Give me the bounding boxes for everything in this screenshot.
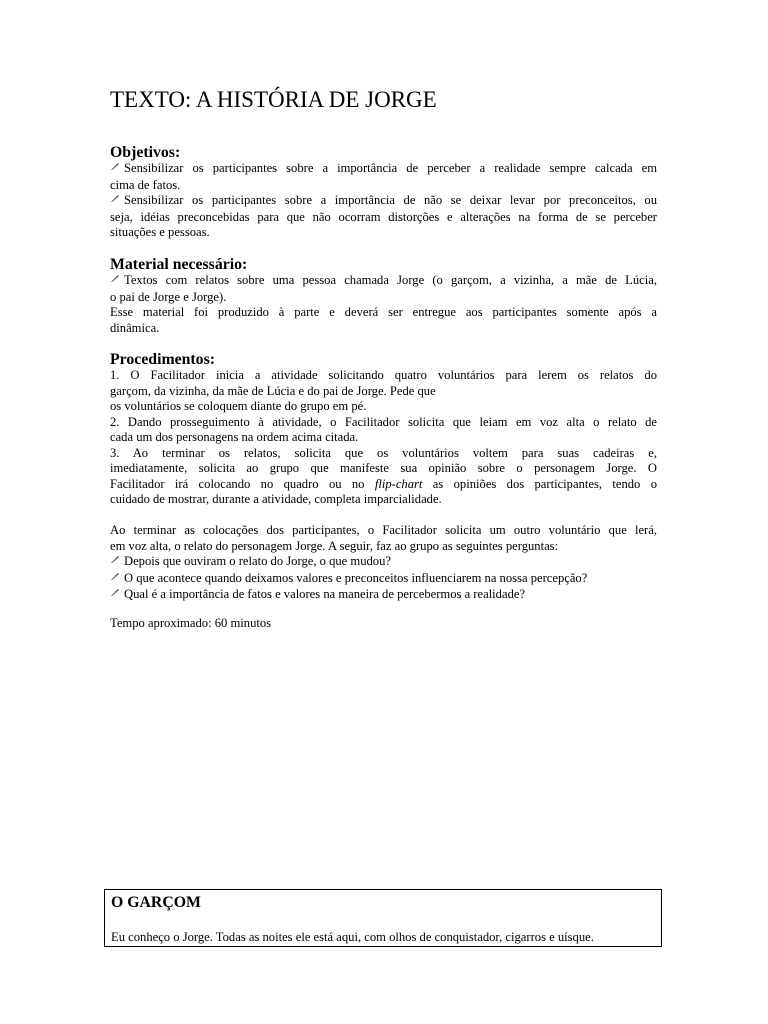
tempo-aproximado: Tempo aproximado: 60 minutos <box>110 616 272 630</box>
objetivo-item-1-line-1: Sensibilizar os participantes sobre a importância de perceber a realidade sempre calcada em <box>110 161 657 178</box>
pen-bullet-icon <box>110 554 124 570</box>
pen-bullet-icon <box>110 571 124 587</box>
proc-3-line-4: cuidado de mostrar, durante a atividade, completa imparcialidade. <box>110 492 442 506</box>
question-1: Depois que ouviram o relato do Jorge, o que mudou? <box>110 554 657 571</box>
flip-chart-term: flip-chart <box>374 476 423 491</box>
pen-bullet-icon <box>110 161 124 177</box>
garcom-text: Eu conheço o Jorge. Todas as noites ele está aqui, com olhos de conquistador, cigarros e uísque. <box>111 930 594 944</box>
procedimentos-heading: Procedimentos: <box>110 351 215 368</box>
proc-1-line-3: os voluntários se coloquem diante do grupo em pé. <box>110 399 367 413</box>
proc-1-line-2: garçom, da vizinha, da mãe de Lúcia e do pai de Jorge. Pede que <box>110 383 436 398</box>
objetivos-section <box>110 144 657 241</box>
material-note-line-2: dinâmica. <box>110 320 160 335</box>
proc-2-line-2: cada um dos personagens na ordem acima citada. <box>110 430 359 444</box>
proc-4-line-2: em voz alta, o relato do personagem Jorge. A seguir, faz ao grupo as seguintes perguntas: <box>110 538 559 553</box>
proc-1-line-1: 1. O Facilitador inicia a atividade solicitando quatro voluntários para lerem os relatos do <box>110 368 657 382</box>
question-2: O que acontece quando deixamos valores e preconceitos influenciarem na nossa percepção? <box>110 571 657 588</box>
objetivo-item-2-line-1: Sensibilizar os participantes sobre a importância de não se deixar levar por preconceitos, ou <box>110 193 657 210</box>
material-heading: Material necessário: <box>110 256 248 273</box>
material-item-1-line-2: o pai de Jorge e Jorge). <box>110 289 227 304</box>
pen-bullet-icon <box>110 273 124 289</box>
objetivos-heading: Objetivos: <box>110 144 181 161</box>
material-note-line-1: Esse material foi produzido à parte e deverá ser entregue aos participantes somente após a <box>110 305 657 319</box>
material-section <box>110 256 657 336</box>
procedimentos-section <box>110 351 657 604</box>
garcom-box <box>104 889 662 947</box>
objetivo-item-1-line-2: cima de fatos. <box>110 177 181 192</box>
garcom-heading: O GARÇOM <box>111 894 201 911</box>
question-3: Qual é a importância de fatos e valores na maneira de percebermos a realidade? <box>110 587 657 604</box>
pen-bullet-icon <box>110 193 124 209</box>
pen-bullet-icon <box>110 587 124 603</box>
page-title: TEXTO: A HISTÓRIA DE JORGE <box>110 87 437 112</box>
proc-2-line-1: 2. Dando prosseguimento à atividade, o Facilitador solicita que leiam em voz alta o relato de <box>110 414 657 429</box>
proc-3-line-3: Facilitador irá colocando no quadro ou no flip-chart as opiniões dos participantes, tendo o <box>110 476 657 491</box>
objetivo-item-2-line-2: seja, idéias preconcebidas para que não ocorram distorções e alterações na forma de se perceber <box>110 209 657 224</box>
proc-3-line-2: imediatamente, solicita ao grupo que manifeste sua opinião sobre o personagem Jorge. O <box>110 461 657 475</box>
proc-4-line-1: Ao terminar as colocações dos participantes, o Facilitador solicita um outro voluntário que lerá, <box>110 523 657 537</box>
objetivo-item-2-line-3: situações e pessoas. <box>110 225 210 239</box>
proc-3-line-1: 3. Ao terminar os relatos, solicita que os voluntários voltem para suas cadeiras e, <box>110 445 657 460</box>
material-item-1-line-1: Textos com relatos sobre uma pessoa chamada Jorge (o garçom, a vizinha, a mãe de Lúcia, <box>110 273 657 290</box>
